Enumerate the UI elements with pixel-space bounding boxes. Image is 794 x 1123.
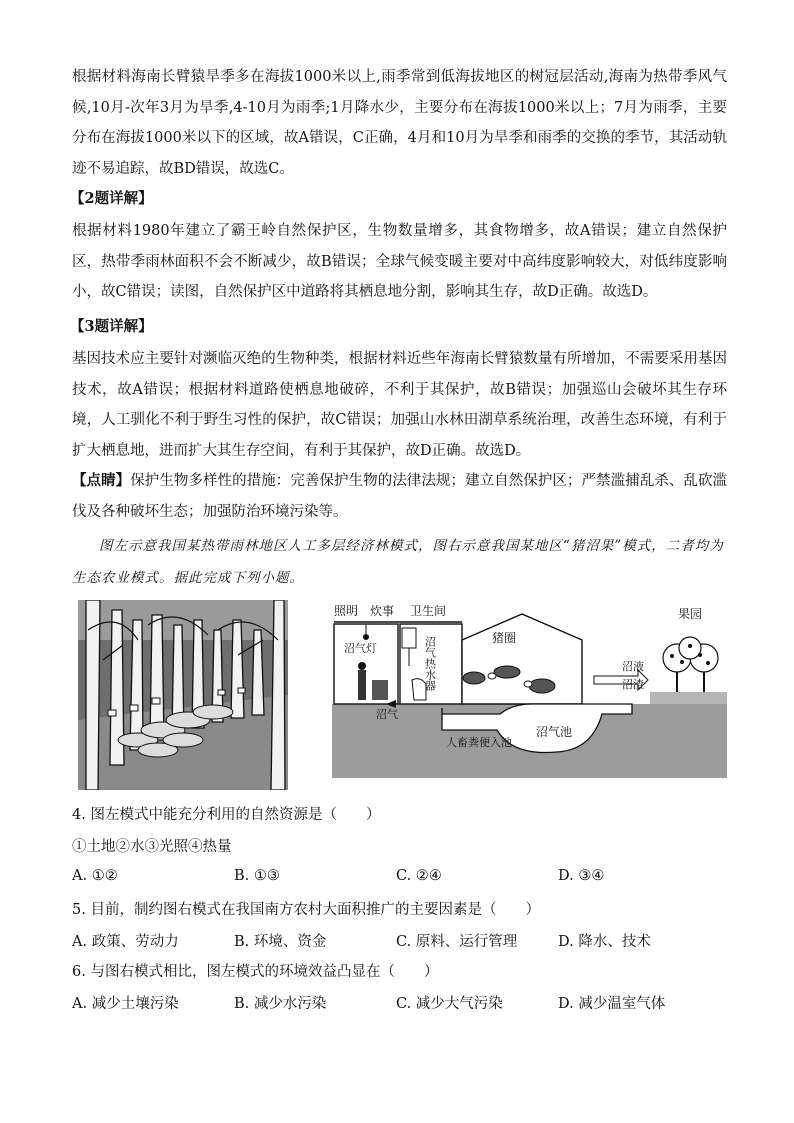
- question-6-stem: 6. 与图右模式相比，图左模式的环境效益凸显在（ ）: [72, 964, 439, 980]
- label-toilet: 卫生间: [410, 604, 447, 618]
- option-b[interactable]: B. 减少水污染: [234, 996, 327, 1012]
- pig-biogas-fruit-diagram: [332, 600, 727, 778]
- option-c[interactable]: C. 减少大气污染: [396, 996, 503, 1012]
- label-slurry: 沼液: [622, 660, 644, 673]
- question-intro: 图左示意我国某热带雨林地区人工多层经济林模式，图右示意我国某地区“猪沼果”模式，二者均为生态农业模式。据此完成下列小题。: [72, 538, 724, 586]
- dianjing-paragraph: [72, 466, 727, 527]
- option-a[interactable]: A. 政策、劳动力: [72, 934, 179, 950]
- option-b[interactable]: B. 环境、资金: [234, 934, 327, 950]
- option-d[interactable]: D. 降水、技术: [558, 934, 651, 950]
- label-cooking: 炊事: [370, 604, 395, 618]
- question-4-stem: 4. 图左模式中能充分利用的自然资源是（ ）: [72, 807, 381, 823]
- label-digester: 沼气池: [536, 725, 573, 739]
- question-4-options: [72, 868, 732, 884]
- label-water-heater: 沼气热水器: [423, 636, 437, 691]
- question-6-options: [72, 992, 732, 1013]
- question-4-choices: ①土地②水③光照④热量: [72, 839, 232, 855]
- option-c[interactable]: C. 原料、运行管理: [396, 934, 518, 950]
- option-c[interactable]: C. ②④: [396, 868, 442, 884]
- section-3-heading: 【3题详解】: [70, 318, 153, 335]
- option-a[interactable]: A. 减少土壤污染: [72, 996, 179, 1012]
- option-d[interactable]: D. ③④: [558, 868, 605, 884]
- section-2-heading: 【2题详解】: [70, 190, 153, 207]
- question-5-options: [72, 930, 732, 951]
- option-a[interactable]: A. ①②: [72, 868, 118, 884]
- question-5-stem: 5. 目前，制约图右模式在我国南方农村大面积推广的主要因素是（ ）: [72, 902, 540, 918]
- label-biogas-lamp: 沼气灯: [344, 642, 377, 655]
- forest-illustration: [78, 600, 288, 790]
- option-b[interactable]: B. ①③: [234, 868, 280, 884]
- label-biogas: 沼气: [376, 708, 398, 721]
- dianjing-label: 【点睛】: [72, 472, 131, 489]
- section-3-paragraph: 基因技术应主要针对濒临灭绝的生物种类，根据材料近些年海南长臂猿数量有所增加，不需要采用基因技术，故A错误；根据材料道路使栖息地破碎，不利于其保护，故B错误；加强巡山会破坏其生存环境，人工驯化不利于野生习性的保护，故C错误；加强山水林田湖草系统治理，改善生态环境，有利于扩大栖息地，进而扩大其生存空间，有利于其保护，故D正确。故选D。: [72, 351, 727, 459]
- label-lighting: 照明: [334, 604, 359, 618]
- option-d[interactable]: D. 减少温室气体: [558, 996, 666, 1012]
- label-residue: 沼渣: [622, 678, 644, 691]
- label-manure: 人畜粪便入池: [446, 736, 512, 749]
- label-orchard: 果园: [678, 607, 703, 621]
- label-pigsty: 猪圈: [492, 631, 517, 645]
- answer-1-paragraph: 根据材料海南长臂猿旱季多在海拔1000米以上,雨季常到低海拔地区的树冠层活动,海南为热带季风气候,10月-次年3月为旱季,4-10月为雨季;1月降水少，主要分布在海拔1000米以上；7月为雨季，主要分布在海拔1000米以下的区域，故A错误，C正确，4月和10月为旱季和雨季的交换的季节，其活动轨迹不易追踪，故BD错误，故选C。: [72, 69, 727, 177]
- dianjing-text: 保护生物多样性的措施：完善保护生物的法律法规；建立自然保护区；严禁滥捕乱杀、乱砍滥伐及各种破坏生态；加强防治环境污染等。: [72, 473, 728, 520]
- section-2-paragraph: 根据材料1980年建立了霸王岭自然保护区，生物数量增多，其食物增多，故A错误；建立自然保护区，热带季雨林面积不会不断减少，故B错误；全球气候变暖主要对中高纬度影响较大，对低纬度影响小，故C错误；读图，自然保护区中道路将其栖息地分割，影响其生存，故D正确。故选D。: [72, 223, 727, 300]
